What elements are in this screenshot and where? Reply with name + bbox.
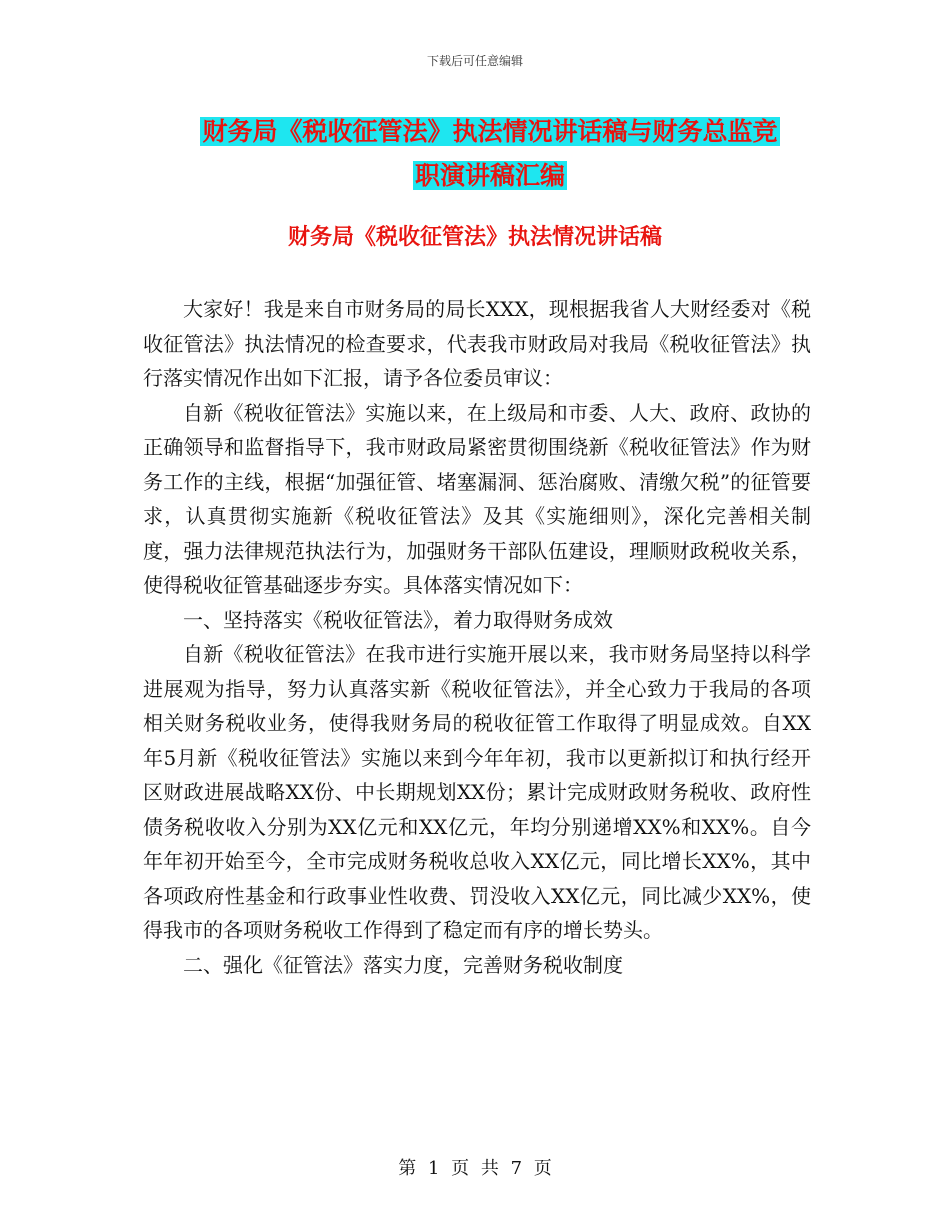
heading-section-2: 二、强化《征管法》落实力度，完善财务税收制度 xyxy=(183,952,623,977)
paragraph-greeting: 大家好！我是来自市财务局的局长XXX，现根据我省人大财经委对《税收征管法》执法情况的检查要求，代表我市财政局对我局《税收征管法》执行落实情况作出如下汇报，请予各位委员审议： xyxy=(143,297,811,390)
heading-section-1: 一、坚持落实《税收征管法》，着力取得财务成效 xyxy=(183,607,613,632)
document-title-line-1: 财务局《税收征管法》执法情况讲话稿与财务总监竞 xyxy=(202,117,778,146)
paragraph-section-1: 自新《税收征管法》在我市进行实施开展以来，我市财务局坚持以科学进展观为指导，努力认真落实新《税收征管法》，并全心致力于我局的各项相关财务税收业务，使得我财务局的税收征管工作取得了明显成效。自XX年5月新《税收征管法》实施以来到今年年初，我市以更新拟订和执行经开区财政进展战略XX份、中长期规划XX份；累计完成财政财务税收、政府性债务税收收入分别为XX亿元和XX亿元，年均分别递增XX%和XX%。自今年年初开始至今，全市完成财务税收总收入XX亿元，同比增长XX%，其中各项政府性基金和行政事业性收费、罚没收入XX亿元，同比减少XX%，使得我市的各项财务税收工作得到了稳定而有序的增长势头。 xyxy=(143,642,811,942)
header-note: 下载后可任意编辑 xyxy=(426,54,523,68)
body-text xyxy=(143,292,811,982)
page-footer: 第 1 页 共 7 页 xyxy=(398,1158,552,1179)
document-title xyxy=(140,110,840,198)
paragraph-overview: 自新《税收征管法》实施以来，在上级局和市委、人大、政府、政协的正确领导和监督指导下，我市财政局紧密贯彻围绕新《税收征管法》作为财务工作的主线，根据“加强征管、堵塞漏洞、惩治腐败、清缴欠税”的征管要求，认真贯彻实施新《税收征管法》及其《实施细则》，深化完善相关制度，强力法律规范执法行为，加强财务干部队伍建设，理顺财政税收关系，使得税收征管基础逐步夯实。具体落实情况如下： xyxy=(143,400,811,597)
document-title-line-2: 职演讲稿汇编 xyxy=(414,161,565,190)
section-title: 财务局《税收征管法》执法情况讲话稿 xyxy=(287,224,662,250)
